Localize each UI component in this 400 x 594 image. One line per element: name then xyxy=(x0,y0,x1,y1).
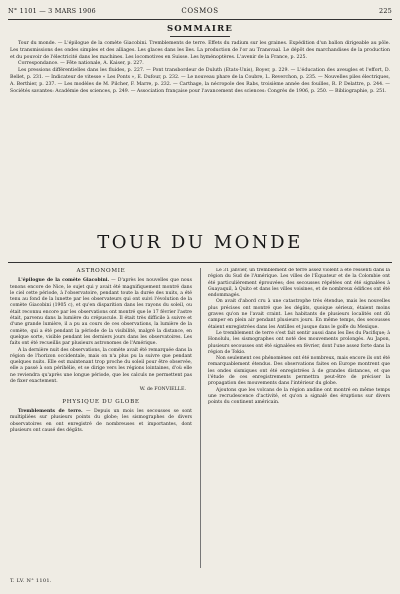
article-paragraph: A la dernière nuit des observations, la comète avait été remarquée dans la région de l'horizon occidentale, mais on n'a plus pu la suivre que pendant quelques nuits. Elle est maintenant trop proche du soleil pour être observée, elle a passé à son périhélie, et se dirige vers les régions lointaines, d'où elle ne reviendra qu'après une longue période, que les calculs ne permettent pas de fixer exactement. xyxy=(10,347,192,385)
section-heading-physique: PHYSIQUE DU GLOBE xyxy=(62,398,140,405)
page-footer: T. LV. N° 1101. xyxy=(10,578,52,584)
column-divider xyxy=(200,268,201,568)
article-paragraph: Non seulement ces phénomènes ont été nombreux, mais encore ils ont été remarquablement étendus. Des observations faites en Europe montrent que les ondes sismiques ont été enregistrées à de grandes distances, et que l'étude de ces enregistrements permettra peut-être de préciser la propagation des mouvements dans l'intérieur du globe. xyxy=(208,356,390,387)
section-title: TOUR DU MONDE xyxy=(97,232,303,253)
article-text: — Depuis un mois les secousses se sont multipliées sur plusieurs points du globe; les sismographes de divers observatoires en ont enregistré de nombreuses et importantes, dont plusieurs ont causé des dégâts. xyxy=(10,408,192,433)
sommaire-divider xyxy=(170,36,230,37)
page-header xyxy=(8,7,392,20)
sommaire-paragraph: Les pressions différentielles dans les fluides, p. 227. — Pont transbordeur de Duluth (Etats-Unis), Boyer, p. 229. — L'éducation des aveugles et l'effort, D. Bellet, p. 231. — Indicateur de vitesse « Les Ponts », E. Dufour, p. 232. — Le nouveau phare de la Coubre, L. Reverchon, p. 235. — Nouvelles piles électriques, A. Berthier, p. 237. — Les modèles de M. Pilcher, F. Marre, p. 232. — Carthage, la nécropole des Rabs, troisième année des fouilles, R. P. Delattre, p. 244. — Sociétés savantes: Académie des sciences, p. 249. — Association française pour l'avancement des sciences: Congrès de 1906, p. 250. — Bibliographie, p. 251. xyxy=(10,68,390,94)
page-number: 225 xyxy=(378,7,392,15)
article-text: — D'après les nouvelles que nous tenons encore de Nice, le sujet qui y avait été magnifiquement montré dans le ciel cette période, à l'observatoire, pendant toute la durée des nuits, a été tenu au fond de la lunette par les observateurs qui ont suivi l'évolution de la comète Giacobini (1905 c), et qu'en disparition dans les rayons du soleil, ou était reconnu encore par les observations ont montré que le 17 février l'astre était, parvenu dans la lumière du crépuscule. Il était très difficile à suivre et d'une grande lumière, il a pu au cours de ces observations, la lumière de la comète, qui a été pendant la période de la visibilité, malgré la distance, en quelque sorte, visible pendant les derniers jours dans les observatoires. Les faits ont été recueillis par plusieurs astronomes de l'Amérique. xyxy=(10,278,192,347)
article-paragraph xyxy=(10,278,192,347)
article-paragraph: On avait d'abord cru à une catastrophe très étendue, mais les nouvelles plus précises ont montré que les dégâts, quoique sérieux, étaient moins graves qu'on ne l'avait craint. Les habitants de plusieurs localités ont dû camper en plein air pendant plusieurs jours. En même temps, des secousses étaient enregistrées dans les Antilles et jusque dans le golfe du Mexique. xyxy=(208,299,390,330)
section-heading-astronomie: ASTRONOMIE xyxy=(76,268,126,274)
issue-date: N° 1101 — 3 MARS 1906 xyxy=(8,7,96,15)
article-signature: W. de FONVIELLE. xyxy=(139,387,186,393)
article-title: L'épilogue de la comète Giacobini. xyxy=(18,278,110,284)
right-column xyxy=(208,268,390,568)
left-column xyxy=(10,268,192,568)
article-paragraph xyxy=(10,409,192,434)
article-title: Tremblements de terre. xyxy=(18,408,83,414)
journal-title: COSMOS xyxy=(181,7,219,15)
article-paragraph: Le 31 janvier, un tremblement de terre assez violent a été ressenti dans la région du Sud de l'Amérique. Les villes de l'Équateur et de la Colombie ont été particulièrement éprouvées; des secousses répétées ont été signalées à Guayaquil, à Quito et dans les villes voisines, et de nombreux édifices ont été endommagés. xyxy=(208,268,390,299)
sommaire-paragraph: Correspondance. — Fête nationale, A. Kaiser, p. 227. xyxy=(18,61,144,67)
sommaire-contents xyxy=(10,41,390,161)
sommaire-paragraph: Tour du monde. — L'épilogue de la comète Giacobini. Tremblements de terre. Effets du radium sur les graines. Expédition d'un ballon dirigeable au pôle. Les transmissions des ondes simples et des alliages. Les glaces dans les îles. La production de l'or au Transvaal. Le dépôt des marchandises de la production et du pouvoir de l'électricité dans les machines. Les locomotives en Suisse. Les hyménoptères. L'avenir de la France, p. 225. xyxy=(10,41,390,60)
article-paragraph: Ajoutons que les volcans de la région andine ont montré en même temps une recrudescence d'activité, et qu'on a signalé des éruptions sur divers points du continent américain. xyxy=(208,387,390,406)
title-divider xyxy=(8,262,392,263)
sommaire-heading: SOMMAIRE xyxy=(166,24,234,34)
article-paragraph: Le tremblement de terre s'est fait sentir aussi dans les îles du Pacifique; à Honolulu, les sismographes ont noté des mouvements prolongés. Au Japon, plusieurs secousses ont été signalées en février, dont l'une assez forte dans la région de Tokio. xyxy=(208,330,390,355)
